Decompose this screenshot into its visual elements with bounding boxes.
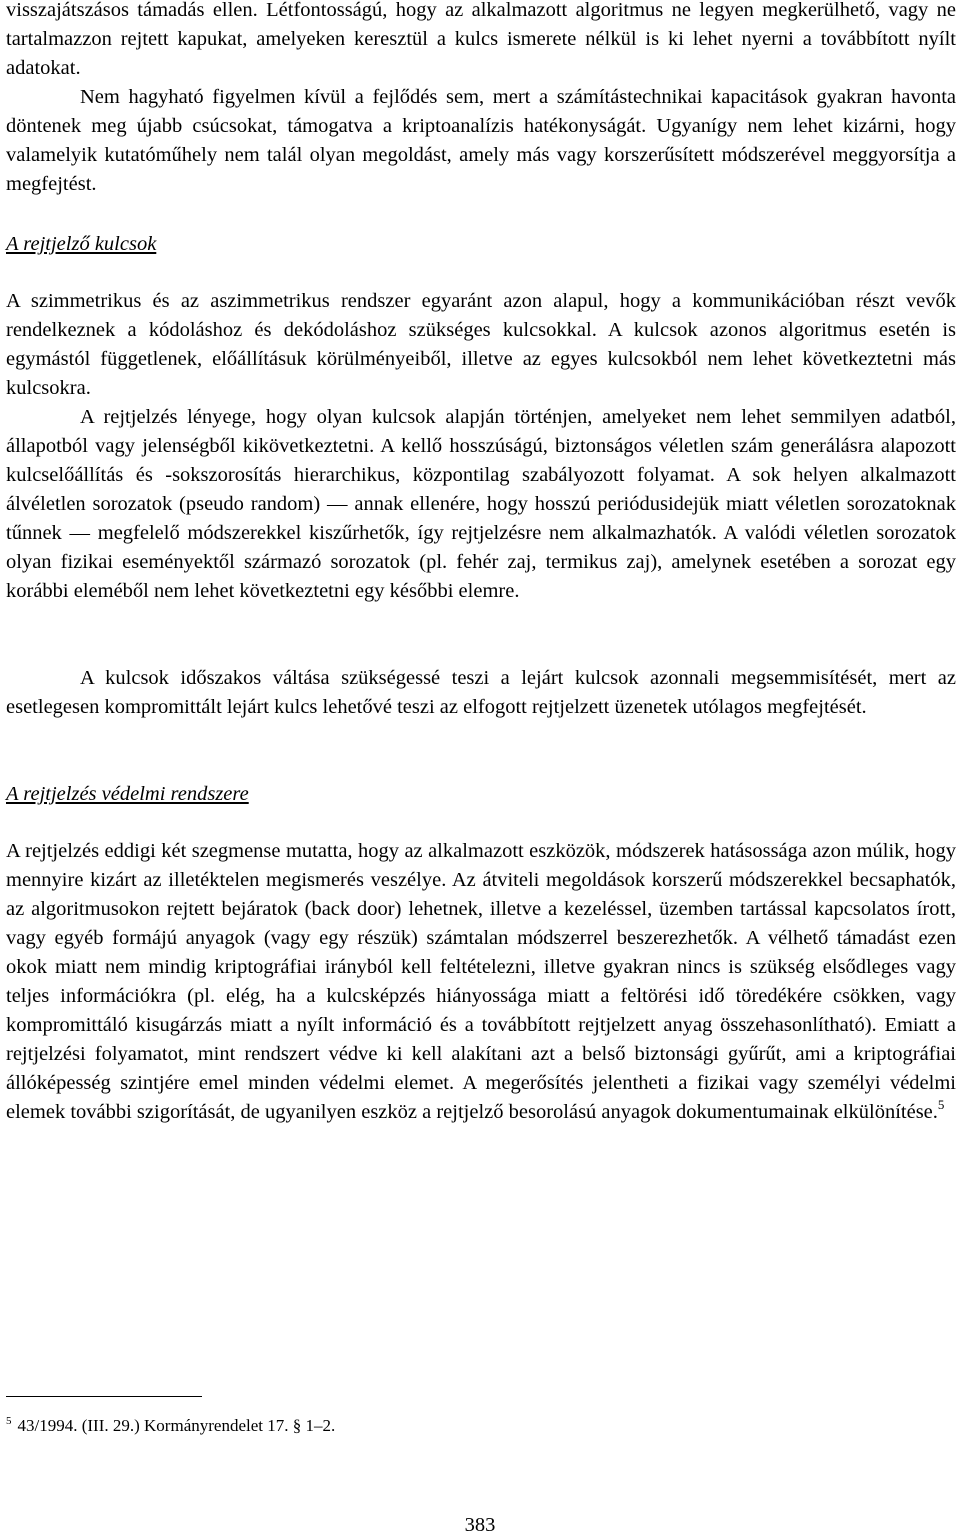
paragraph-protection-text: A rejtjelzés eddigi két szegmense mutatta, hogy az alkalmazott eszközök, módszerek hatásossága azon múlik, hogy mennyire kizárt az illetéktelen megismerés veszélye. Az átviteli megoldások korszerű módszerekkel becsaphatók, az algoritmusokon rejtett bejáratok (back door) lehetnek, illetve a kezeléssel, üzemben tartással kapcsolatos írott, vagy egyéb formájú anyagok (vagy egy részük) számtalan módszerrel beszerezhetők. A vélhető támadást ezen okok miatt nem mindig kriptográfiai irányból kell feltételezni, illetve gyakran nincs is szükség elsődleges vagy teljes információkra (pl. elég, ha a kulcsképzés hiányossága miatt a feltörési idő töredékére csökken, vagy kompromittáló kisugárzás miatt a nyílt információ és a továbbított rejtjelzett anyag összehasonlítható). Emiatt a rejtjelzési folyamatot, mint rendszert védve ki kell alakítani azt a belső biztonsági gyűrűt, ami a kriptográfiai állóképesség szintjére emel minden védelmi elemet. A megerősítés jelentheti a fizikai vagy személyi védelmi elemek további szigorítását, de ugyanilyen eszköz a rejtjelző besorolású anyagok dokumentumainak elkülönítése. <box>6 840 956 1123</box>
footnote <box>6 1415 335 1437</box>
footnote-number: 5 <box>6 1415 12 1427</box>
intro-paragraph: visszajátszásos támadás ellen. Létfontosságú, hogy az alkalmazott algoritmus ne legyen megkerülhető, vagy ne tartalmazzon rejtett kapukat, amelyeken keresztül a kulcs ismerete nélkül is ki lehet nyerni a továbbított nyílt adatokat. <box>6 0 956 79</box>
paragraph-protection-system <box>6 837 956 1127</box>
section-heading-protection: A rejtjelzés védelmi rendszere <box>6 783 249 805</box>
footnote-divider <box>6 1396 202 1397</box>
paragraph-symmetric: A szimmetrikus és az aszimmetrikus rendszer egyaránt azon alapul, hogy a kommunikációban részt vevők rendelkeznek a kódoláshoz és dekódoláshoz szükséges kulcsokkal. A kulcsok azonos algoritmus esetén is egymástól függetlenek, előállításuk körülményeiből, illetve az egyes kulcsokból nem lehet következtetni más kulcsokra. <box>6 290 956 399</box>
section-heading-keys: A rejtjelző kulcsok <box>6 233 157 255</box>
page-number: 383 <box>464 1514 496 1536</box>
footnote-text: 43/1994. (III. 29.) Kormányrendelet 17. § 1–2. <box>17 1416 336 1435</box>
paragraph-capacity: Nem hagyható figyelmen kívül a fejlődés sem, mert a számítástechnikai kapacitások gyakran havonta döntenek meg újabb csúcsokat, támogatva a kriptoanalízis hatékonyságát. Ugyanígy nem lehet kizárni, hogy valamelyik kutatóműhely nem talál olyan megoldást, amely más vagy korszerűsített módszerével meggyorsítja a megfejtést. <box>6 86 956 195</box>
paragraph-key-rotation: A kulcsok időszakos váltása szükségessé teszi a lejárt kulcsok azonnali megsemmisítését, mert az esetlegesen kompromittált lejárt kulcs lehetővé teszi az elfogott rejtjelzett üzenetek utólagos megfejtését. <box>6 667 956 718</box>
footnote-reference[interactable]: 5 <box>937 1097 945 1112</box>
paragraph-key-essence: A rejtjelzés lényege, hogy olyan kulcsok alapján történjen, amelyeket nem lehet semmilyen adatból, állapotból vagy jelenségből kikövetkeztetni. A kellő hosszúságú, biztonságos véletlen szám generálásra alapozott kulcselőállítás és -sokszorosítás hierarchikus, központilag szabályozott folyamat. A sok helyen alkalmazott álvéletlen sorozatok (pseudo random) — annak ellenére, hogy hosszú periódusidejük miatt véletlen sorozatoknak tűnnek — megfelelő módszerekkel kiszűrhetők, így rejtjelzésre nem alkalmazhatók. A valódi véletlen sorozatok olyan fizikai eseményektől származó sorozatok (pl. fehér zaj, termikus zaj), amelynek esetében a sorozat egy korábbi eleméből nem lehet következtetni egy későbbi elemre. <box>6 406 956 602</box>
